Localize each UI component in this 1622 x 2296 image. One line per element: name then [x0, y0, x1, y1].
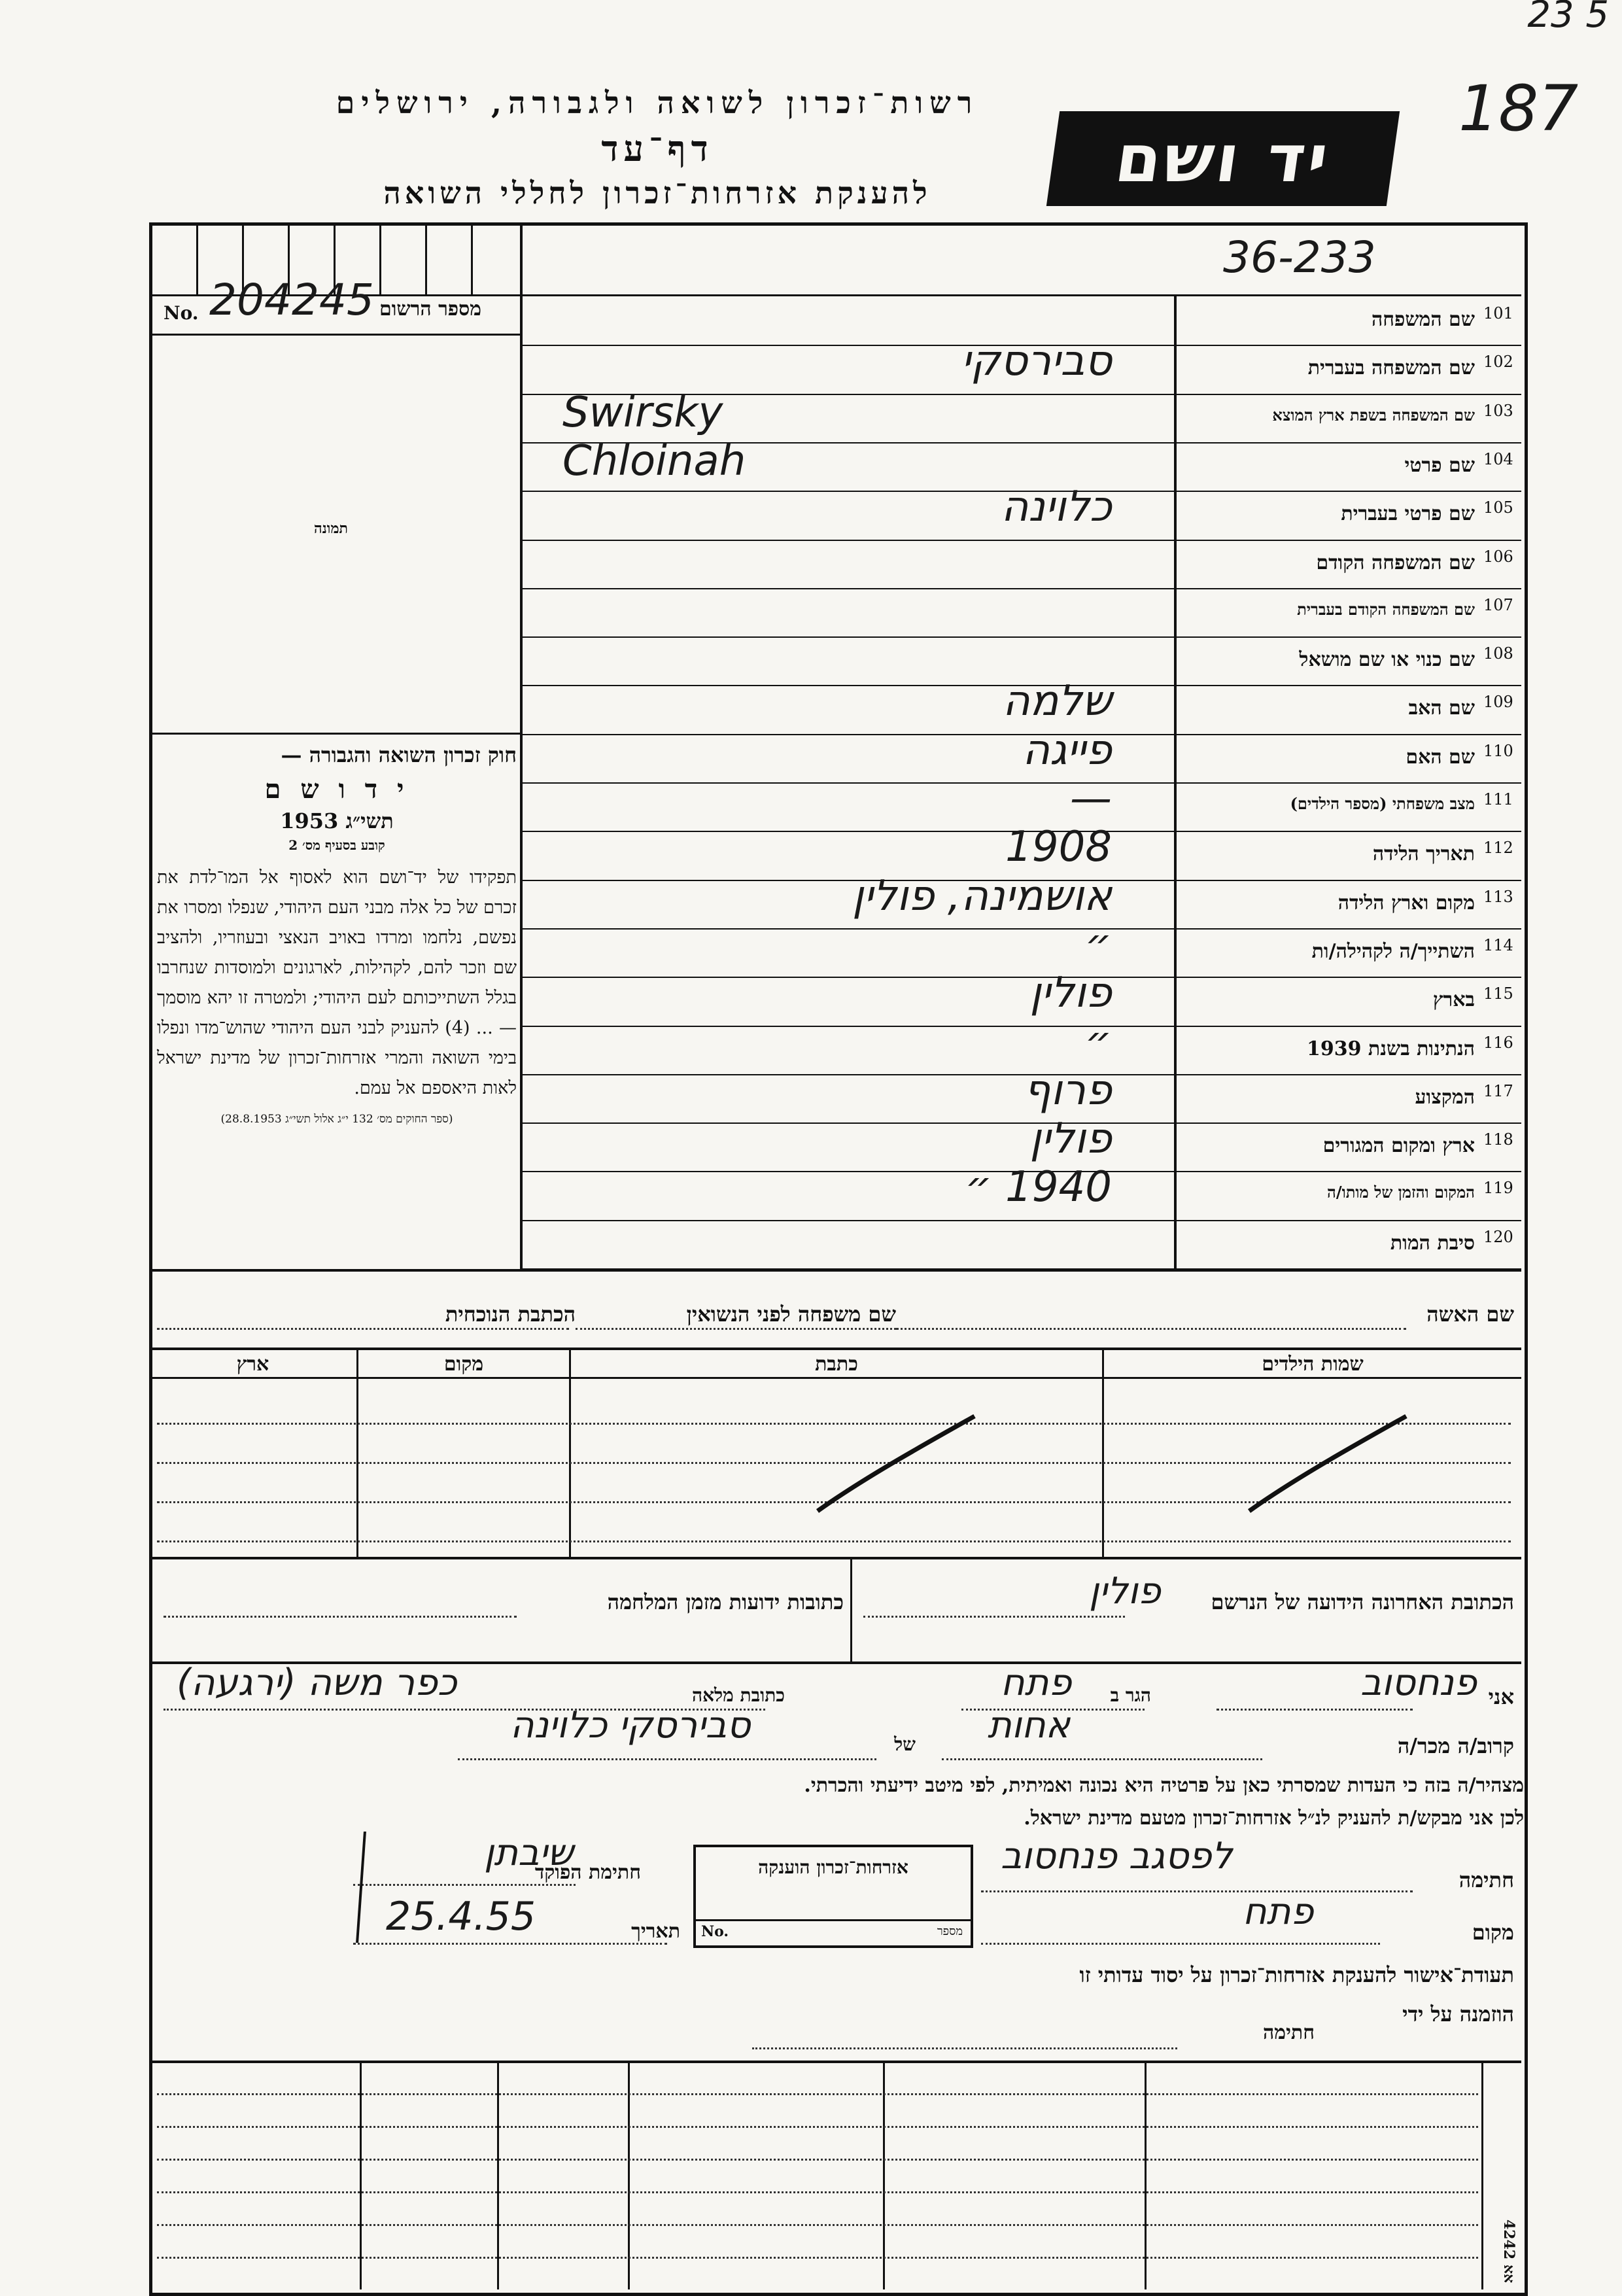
- field-value-113: אושמינה, פולין: [852, 871, 1112, 920]
- signature-label: חתימה: [1458, 1868, 1514, 1892]
- field-value-118: פולין: [1029, 1115, 1112, 1164]
- of-label: של: [894, 1733, 916, 1755]
- place-label: מקום: [1472, 1920, 1514, 1945]
- declaration-line2: לכן אני מבקש/ת להעניק לנ״ל אזרחות־זכרון מטעם מדינת ישראל.: [1024, 1807, 1524, 1830]
- field-number: 112: [1483, 839, 1513, 858]
- field-value-119: 1940 ״: [965, 1163, 1112, 1212]
- approval-line2: הוזמנה על ידי: [1402, 2002, 1514, 2026]
- children-place-header: מקום: [443, 1353, 484, 1376]
- relation-value: אחות: [988, 1704, 1071, 1747]
- field-value-115: פולין: [1029, 969, 1112, 1018]
- law-line3: תשי״ג 1953: [280, 809, 394, 833]
- field-value-112: 1908: [1005, 823, 1112, 872]
- yad-vashem-logo: [1046, 111, 1400, 206]
- field-label-116: הנתינות בשנת 1939: [1306, 1037, 1475, 1060]
- full-address-value: כפר משה (ירגעה): [177, 1661, 457, 1704]
- field-label-112: תאריך הלידה: [1372, 843, 1475, 866]
- field-value-116: ״: [1084, 1017, 1112, 1066]
- maiden-name-label: שם משפחה לפני הנשואין: [686, 1302, 896, 1327]
- field-label-111: מצב משפחתי (מספר הילדים): [1290, 794, 1475, 813]
- page-number: 187: [1458, 72, 1579, 145]
- field-number: 115: [1483, 984, 1513, 1003]
- field-label-113: מקום וארץ הלידה: [1337, 891, 1475, 914]
- citizenship-stamp-box: [693, 1845, 973, 1948]
- field-value-103: Swirsky: [562, 388, 723, 437]
- field-number: 117: [1483, 1081, 1513, 1100]
- children-names-header: שמות הילדים: [1262, 1353, 1364, 1376]
- field-number: 102: [1483, 353, 1513, 372]
- place-value: פתח: [1243, 1890, 1314, 1933]
- photo-label: תמונה: [314, 520, 348, 537]
- children-country-header: ארץ: [236, 1353, 269, 1376]
- stamp-number-label: מספר: [937, 1924, 963, 1938]
- field-number: 120: [1483, 1227, 1513, 1246]
- field-number: 101: [1483, 304, 1513, 322]
- field-label-103: שם המשפחה בשפת ארץ המוצא: [1272, 405, 1475, 425]
- field-number: 107: [1483, 595, 1513, 614]
- law-box: [157, 742, 517, 1266]
- field-label-120: סיבת המות: [1390, 1231, 1475, 1255]
- side-code: אא 4242: [1500, 2219, 1517, 2283]
- field-number: 106: [1483, 547, 1513, 566]
- field-number: 109: [1483, 693, 1513, 712]
- field-number: 118: [1483, 1130, 1513, 1149]
- law-line1: חוק זכרון השואה והגבורה —: [281, 742, 517, 767]
- last-address-value: פולין: [1089, 1570, 1161, 1612]
- field-value-104: Chloinah: [562, 436, 746, 485]
- field-number: 114: [1483, 935, 1513, 954]
- field-label-107: שם המשפחה הקודם בעברית: [1297, 599, 1475, 619]
- approval-line1: תעודת־אישור להענקת אזרחות־זכרון על יסוד עדותי זו: [1079, 1962, 1514, 1987]
- field-label-101: שם המשפחה: [1371, 308, 1475, 331]
- relative-label: קרוב/ה מכר/ה: [1397, 1733, 1514, 1758]
- field-value-110: פייגה: [1022, 725, 1112, 774]
- field-number: 119: [1483, 1179, 1513, 1198]
- form-subtitle: להענקת אזרחות־זכרון לחללי השואה: [383, 175, 931, 211]
- approval-line3: חתימה: [1263, 2021, 1315, 2044]
- field-label-118: ארץ ומקום המגורים: [1322, 1134, 1475, 1158]
- field-label-114: השתייך/ה לקהילה/ות: [1311, 939, 1475, 963]
- field-label-106: שם המשפחה הקודם: [1316, 551, 1475, 574]
- field-label-105: שם פרטי בעברית: [1341, 502, 1475, 526]
- field-number: 104: [1483, 449, 1513, 468]
- field-number: 110: [1483, 741, 1513, 760]
- current-address-label: הכתבת הנוכחית: [445, 1302, 576, 1327]
- war-address-label: כתובות ידועות מזמן המלחמה: [607, 1590, 844, 1614]
- witness-city: פתח: [1001, 1661, 1072, 1704]
- field-label-104: שם פרטי: [1404, 453, 1475, 477]
- field-label-117: המקצוע: [1415, 1085, 1475, 1109]
- corner-number: 23 5: [1527, 0, 1609, 36]
- registration-number: 204245: [209, 275, 374, 325]
- wife-label: שם האשה: [1426, 1302, 1514, 1327]
- field-label-115: בארץ: [1432, 988, 1475, 1012]
- field-label-102: שם המשפחה בעברית: [1307, 357, 1475, 380]
- law-line4: קובע בסעיף מס׳ 2: [288, 837, 385, 853]
- children-names-strike: [1243, 1406, 1413, 1518]
- registration-no-label: No.: [164, 302, 199, 324]
- field-number: 116: [1483, 1033, 1513, 1052]
- field-value-105: כלוינה: [1001, 483, 1112, 532]
- field-label-110: שם האם: [1406, 745, 1475, 769]
- declaration-line1: מצהיר/ה בזה כי העדות שמסרתי כאן על פרטיה היא נכונה ואמיתית, לפי מיטב ידיעתי והכרתי.: [804, 1774, 1524, 1797]
- official-signature-label: חתימת הפוקד: [534, 1861, 641, 1884]
- law-body: תפקידו של יד־ושם הוא לאסוף אל המו־לדת את זכרם של כל אלה מבני העם היהודי, שנפלו ומסרו את נפשם, נלחמו ומרדו באויב הנאצי ובעוזריו, ולהציב שם וזכר להם, לקהילות, לארגונים ולמוסדות שנחרבו בגלל השתייכותם לעם היהודי; ולמטרה זו יהא מוסמך — ... (4) להעניק לבני העם היהודי שהוש־מדו ונפלו בימי השואה והמרי אזרחות־זכרון של מדינת ישראל לאות היאספם אל עמם.: [157, 867, 517, 1098]
- full-address-label: כתובת מלאה: [691, 1684, 785, 1706]
- field-number: 113: [1483, 887, 1513, 906]
- children-address-header: כתבת: [815, 1353, 858, 1376]
- file-code: 36-233: [1223, 232, 1376, 283]
- field-number: 105: [1483, 498, 1513, 517]
- field-number: 111: [1483, 790, 1513, 809]
- date-value: 25.4.55: [386, 1894, 536, 1939]
- witness-signature: לפסגב פנחסוב: [1001, 1835, 1233, 1877]
- children-address-strike: [811, 1406, 981, 1518]
- law-footer: (ספר החוקים מס׳ 132 י״ג אלול תשי״ג 28.8.1953): [220, 1113, 453, 1126]
- form-title: דף־עד: [601, 128, 714, 169]
- field-value-111: —: [1070, 774, 1112, 823]
- law-line2: י ד ו ש ם: [264, 774, 409, 805]
- field-number: 103: [1483, 401, 1513, 420]
- field-value-109: שלמה: [1003, 677, 1112, 726]
- date-label: תאריך: [631, 1920, 680, 1943]
- field-number: 108: [1483, 644, 1513, 663]
- field-label-119: המקום והזמן של מותו/ה: [1327, 1183, 1475, 1202]
- field-label-108: שם כנוי או שם מושאל: [1299, 648, 1475, 672]
- stamp-no: No.: [701, 1923, 729, 1940]
- org-line: רשות־זכרון לשואה ולגבורה, ירושלים: [336, 85, 979, 120]
- registration-label: מספר הרשום: [379, 298, 481, 321]
- official-signature: שיבתן: [484, 1832, 574, 1874]
- resident-label: הגר ב: [1110, 1684, 1151, 1706]
- stamp-title: אזרחות־זכרון הוענקה: [758, 1856, 908, 1878]
- field-value-102: סבירסקי: [961, 337, 1112, 386]
- logo-text: יד ושם: [1111, 120, 1336, 197]
- field-label-109: שם האב: [1408, 697, 1475, 720]
- last-address-label: הכתובת האחרונה הידועה של הנרשם: [1211, 1590, 1514, 1614]
- of-name-value: סבירסקי כלוינה: [510, 1704, 751, 1747]
- ani-label: אני: [1488, 1684, 1514, 1709]
- witness-name: פנחסוב: [1360, 1661, 1477, 1704]
- field-value-114: ״: [1084, 920, 1112, 969]
- field-value-117: פרוף: [1024, 1066, 1112, 1115]
